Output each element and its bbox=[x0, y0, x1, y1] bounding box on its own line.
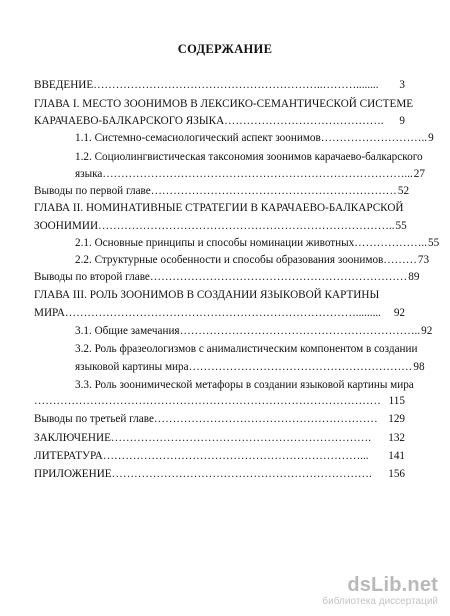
toc-entry-conclusions-3 bbox=[34, 412, 405, 426]
toc-entry-page: 129 bbox=[388, 413, 405, 425]
toc-entry-section-3-3-line-2 bbox=[34, 394, 405, 408]
toc-entry-leader: ……………………………………………………………... bbox=[102, 450, 369, 462]
toc-entry-appendix bbox=[34, 467, 405, 481]
toc-entry-section-3-3-line-1: 3.3. Роль зоонимической метафоры в создании языковой картины мира bbox=[75, 379, 414, 391]
toc-entry-page: 52 bbox=[397, 185, 410, 197]
toc-entry-text: ПРИЛОЖЕНИЕ bbox=[34, 468, 112, 480]
toc-entry-leader: ……………….. bbox=[354, 237, 427, 249]
toc-entry-introduction bbox=[34, 78, 405, 92]
toc-entry-section-3-2-line-1: 3.2. Роль фразеологизмов с анималистическим компонентом в создании bbox=[75, 343, 418, 355]
toc-entry-text: Выводы по третьей главе bbox=[34, 413, 154, 425]
toc-entry-chapter-1-line-2 bbox=[34, 114, 405, 128]
toc-entry-text: 1.1. Системно-семасиологический аспект зоонимов bbox=[75, 132, 321, 144]
toc-entry-leader: …………………………………………………… bbox=[188, 361, 413, 373]
toc-entry-text: Выводы по первой главе bbox=[34, 185, 151, 197]
toc-entry-leader: ……… bbox=[383, 254, 417, 266]
toc-entry-text: МИРА bbox=[34, 307, 65, 319]
toc-entry-text: ЗАКЛЮЧЕНИЕ bbox=[34, 432, 111, 444]
toc-entry-leader: ……………………………………………………………………......... bbox=[64, 307, 381, 319]
toc-entry-section-2-2 bbox=[75, 253, 430, 267]
toc-entry-page: 115 bbox=[388, 395, 405, 407]
toc-entry-text: ЛИТЕРАТУРА bbox=[34, 450, 103, 462]
toc-entry-page: 132 bbox=[388, 432, 405, 444]
toc-entry-leader: ……………………………………………………….. bbox=[179, 325, 421, 337]
toc-entry-page: 89 bbox=[408, 271, 420, 283]
toc-entry-leader: …………………………………………………………………….. bbox=[98, 220, 395, 232]
toc-entry-chapter-2-line-2 bbox=[34, 219, 405, 233]
toc-entry-text: ВВЕДЕНИЕ bbox=[34, 79, 94, 91]
toc-entry-leader: ……………………………………………………………. bbox=[110, 432, 372, 444]
toc-entry-section-1-1 bbox=[75, 131, 434, 145]
toc-entry-section-2-1 bbox=[75, 236, 440, 250]
toc-entry-leader: ……………………………………. bbox=[224, 115, 384, 127]
toc-entry-leader: ………………………………………………………… bbox=[150, 185, 397, 197]
toc-entry-leader: ……………………….. bbox=[320, 132, 428, 144]
toc-entry-page: 55 bbox=[395, 220, 407, 232]
toc-entry-section-1-2-line-1: 1.2. Социолингвистическая таксономия зоонимов карачаево-балкарского bbox=[75, 151, 423, 163]
toc-entry-conclusion bbox=[34, 431, 405, 445]
toc-entry-page: 27 bbox=[413, 168, 425, 180]
toc-entry-page: 73 bbox=[417, 254, 430, 266]
toc-entry-chapter-3-line-1: ГЛАВА III. РОЛЬ ЗООНИМОВ В СОЗДАНИИ ЯЗЫКОВОЙ КАРТИНЫ bbox=[34, 289, 380, 301]
toc-entry-page: 92 bbox=[393, 307, 405, 319]
toc-entry-leader: ………………………………………………………………………………… bbox=[34, 395, 381, 407]
toc-entry-leader: ………………………………………………………………………... bbox=[102, 168, 413, 180]
toc-entry-page: 9 bbox=[428, 132, 434, 144]
toc-entry-section-1-2-line-2 bbox=[75, 167, 425, 181]
toc-entry-page: 55 bbox=[427, 237, 440, 249]
watermark-logo: dsLib.net bbox=[347, 574, 438, 596]
toc-entry-leader: ……………………………………………………………. bbox=[111, 468, 372, 480]
toc-entry-page: 9 bbox=[399, 115, 405, 127]
toc-entry-text: Выводы по второй главе bbox=[34, 271, 150, 283]
watermark bbox=[288, 574, 438, 608]
toc-entry-page: 141 bbox=[388, 450, 405, 462]
toc-entry-leader: ……………………………………………………..………........ bbox=[93, 79, 379, 91]
toc-title: СОДЕРЖАНИЕ bbox=[177, 42, 273, 56]
toc-entry-chapter-2-line-1: ГЛАВА II. НОМИНАТИВНЫЕ СТРАТЕГИИ В КАРАЧАЕВО-БАЛКАРСКОЙ bbox=[34, 202, 404, 214]
watermark-subtitle: библиотека диссертаций bbox=[322, 596, 438, 607]
toc-entry-page: 156 bbox=[388, 468, 405, 480]
toc-entry-text: КАРАЧАЕВО-БАЛКАРСКОГО ЯЗЫКА bbox=[34, 115, 225, 127]
toc-entry-text: языковой картины мира bbox=[75, 361, 189, 373]
toc-entry-conclusions-1 bbox=[34, 184, 410, 198]
toc-entry-chapter-1-line-1: ГЛАВА I. МЕСТО ЗООНИМОВ В ЛЕКСИКО-СЕМАНТИЧЕСКОЙ СИСТЕМЕ bbox=[34, 98, 414, 110]
toc-entry-section-3-1 bbox=[75, 324, 433, 338]
toc-entry-chapter-3-line-2 bbox=[34, 306, 405, 320]
toc-entry-text: ЗООНИМИИ bbox=[34, 220, 99, 232]
toc-entry-page: 92 bbox=[421, 325, 433, 337]
toc-entry-text: 3.1. Общие замечания bbox=[75, 325, 180, 337]
toc-entry-page: 98 bbox=[413, 361, 425, 373]
toc-entry-text: языка bbox=[75, 168, 103, 180]
toc-entry-text: 2.2. Структурные особенности и способы образования зоонимов bbox=[75, 254, 384, 266]
toc-entry-text: 2.1. Основные принципы и способы номинации животных bbox=[75, 237, 355, 249]
toc-entry-literature bbox=[34, 449, 405, 463]
toc-entry-leader: …………………………………………………………… bbox=[149, 271, 408, 283]
toc-entry-section-3-2-line-2 bbox=[75, 360, 425, 374]
toc-entry-page: 3 bbox=[399, 79, 405, 91]
toc-entry-leader: …………………………………………………… bbox=[153, 413, 378, 425]
toc-entry-conclusions-2 bbox=[34, 270, 420, 284]
